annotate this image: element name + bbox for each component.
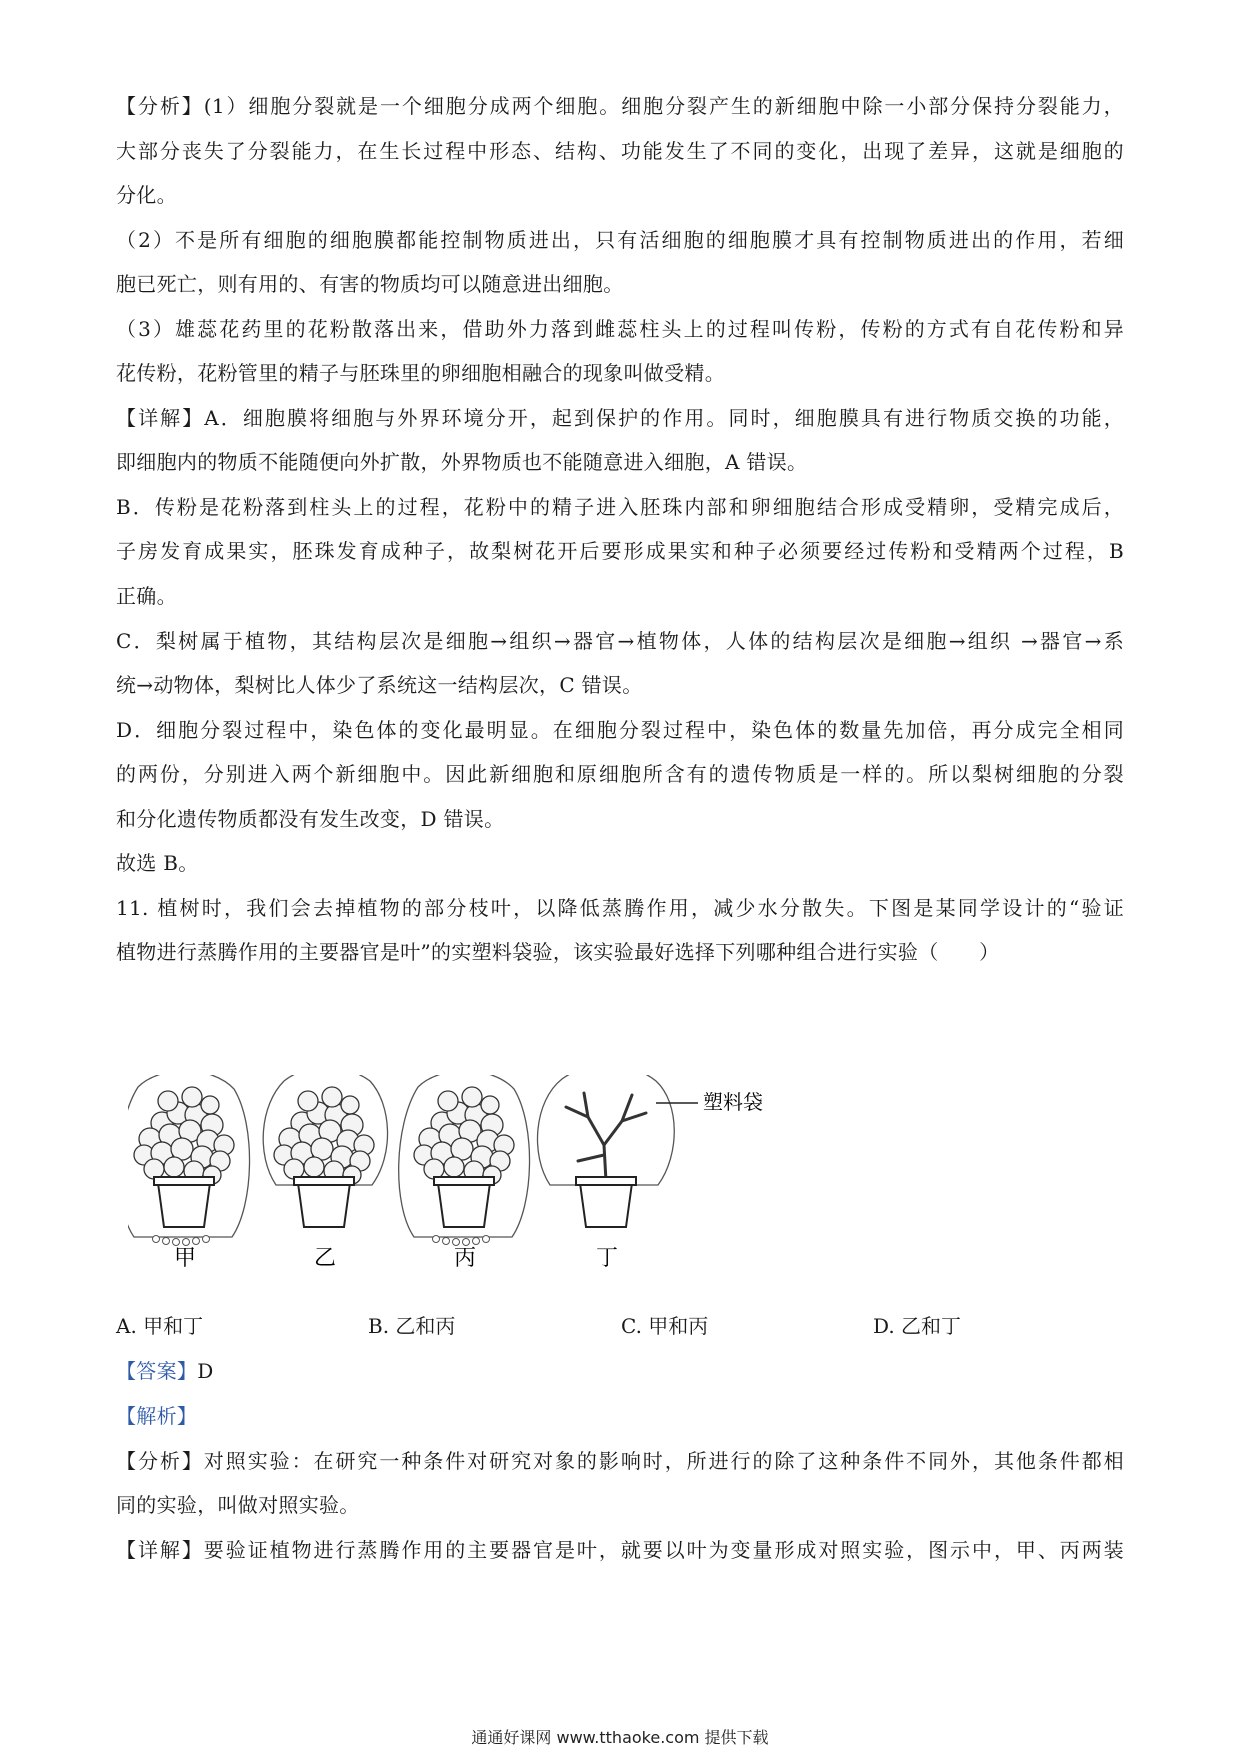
label-jia: 甲 [174, 1246, 197, 1271]
text-line: 【详解】要验证植物进行蒸腾作用的主要器官是叶，就要以叶为变量形成对照实验，图示中，甲、丙两装 [116, 1538, 1124, 1562]
text-line: D．细胞分裂过程中，染色体的变化最明显。在细胞分裂过程中，染色体的数量先加倍，再分成完全相同 [116, 718, 1124, 742]
text-line: 的两份，分别进入两个新细胞中。因此新细胞和原细胞所含有的遗传物质是一样的。所以梨树细胞的分裂 [116, 762, 1124, 786]
option-b: B. 乙和丙 [368, 1314, 456, 1338]
text-line: 【详解】A．细胞膜将细胞与外界环境分开，起到保护的作用。同时，细胞膜具有进行物质交换的功能， [116, 406, 1124, 430]
text-line: 子房发育成果实，胚珠发育成种子，故梨树花开后要形成果实和种子必须要经过传粉和受精两个过程，B [116, 539, 1124, 563]
text-line: C．梨树属于植物，其结构层次是细胞→组织→器官→植物体，人体的结构层次是细胞→组织 →器官→系 [116, 629, 1124, 653]
option-c: C. 甲和丙 [621, 1314, 709, 1338]
setup-jia [128, 1075, 250, 1246]
text-line: 即细胞内的物质不能随便向外扩散，外界物质也不能随意进入细胞，A 错误。 [116, 450, 808, 474]
label-ding: 丁 [596, 1246, 619, 1271]
question-stem: 植物进行蒸腾作用的主要器官是叶”的实塑料袋验，该实验最好选择下列哪种组合进行实验（ ） [116, 940, 1000, 964]
setup-ding [538, 1075, 675, 1227]
text-line: 分化。 [116, 183, 177, 207]
text-line: 胞已死亡，则有用的、有害的物质均可以随意进出细胞。 [116, 272, 624, 296]
setup-bing [399, 1075, 530, 1246]
setup-yi [263, 1075, 387, 1227]
text-line: （3）雄蕊花药里的花粉散落出来，借助外力落到雌蕊柱头上的过程叫传粉，传粉的方式有自花传粉和异 [116, 317, 1124, 341]
bag-label: 塑料袋 [703, 1090, 763, 1114]
text-line: 和分化遗传物质都没有发生改变，D 错误。 [116, 807, 505, 831]
text-line: 同的实验，叫做对照实验。 [116, 1493, 360, 1517]
question-stem: 11. 植树时，我们会去掉植物的部分枝叶，以降低蒸腾作用，减少水分散失。下图是某同学设计的“验证 [116, 896, 1124, 920]
text-line: B．传粉是花粉落到柱头上的过程，花粉中的精子进入胚珠内部和卵细胞结合形成受精卵，受精完成后， [116, 495, 1124, 519]
experiment-figure [128, 1075, 768, 1275]
answer-line [116, 1357, 1124, 1385]
text-line: 正确。 [116, 584, 177, 608]
text-line: 花传粉，花粉管里的精子与胚珠里的卵细胞相融合的现象叫做受精。 [116, 361, 725, 385]
text-line: （2）不是所有细胞的细胞膜都能控制物质进出，只有活细胞的细胞膜才具有控制物质进出的作用，若细 [116, 228, 1124, 252]
answer-value: D [197, 1359, 214, 1383]
option-a: A. 甲和丁 [116, 1314, 204, 1338]
answer-options [116, 1312, 1124, 1340]
label-bing: 丙 [454, 1246, 477, 1271]
text-line: 大部分丧失了分裂能力，在生长过程中形态、结构、功能发生了不同的变化，出现了差异，这就是细胞的 [116, 139, 1124, 163]
analysis-tag: 【解析】 [116, 1404, 198, 1428]
text-line: 故选 B。 [116, 851, 199, 875]
option-d: D. 乙和丁 [873, 1314, 962, 1338]
text-line: 【分析】(1）细胞分裂就是一个细胞分成两个细胞。细胞分裂产生的新细胞中除一小部分保持分裂能力， [116, 94, 1124, 118]
text-line: 统→动物体，梨树比人体少了系统这一结构层次，C 错误。 [116, 673, 643, 697]
label-yi: 乙 [314, 1246, 337, 1271]
answer-tag: 【答案】 [116, 1359, 198, 1383]
text-line: 【分析】对照实验：在研究一种条件对研究对象的影响时，所进行的除了这种条件不同外，其他条件都相 [116, 1449, 1124, 1473]
page-footer: 通通好课网 www.tthaoke.com 提供下载 [471, 1728, 769, 1747]
